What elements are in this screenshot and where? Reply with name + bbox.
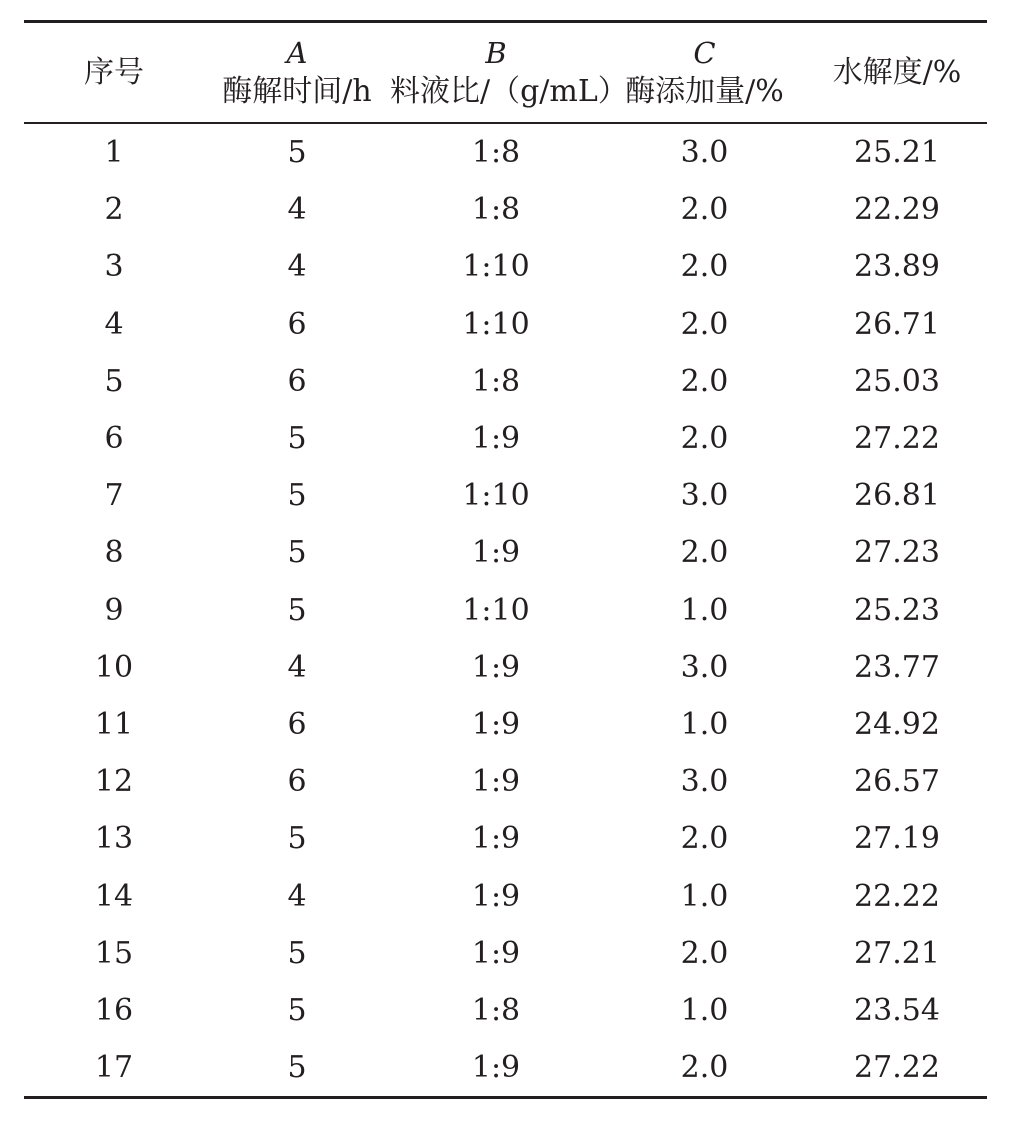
table-bottom-rule bbox=[24, 1096, 987, 1099]
table-row bbox=[24, 467, 987, 524]
cell-ratio: 1:9 bbox=[471, 535, 521, 571]
table-row bbox=[24, 296, 987, 353]
cell-time: 5 bbox=[287, 992, 307, 1028]
cell-ratio: 1:9 bbox=[471, 878, 521, 914]
header-hydrolysis bbox=[807, 23, 987, 122]
table-row bbox=[24, 353, 987, 410]
cell-index: 1 bbox=[104, 135, 124, 171]
cell-hydrolysis: 23.89 bbox=[854, 249, 940, 285]
cell-enzyme: 3.0 bbox=[680, 764, 729, 800]
cell-enzyme: 3.0 bbox=[680, 478, 729, 514]
cell-ratio: 1:9 bbox=[471, 821, 521, 857]
cell-time: 6 bbox=[287, 706, 307, 742]
cell-enzyme: 2.0 bbox=[680, 935, 729, 971]
cell-enzyme: 2.0 bbox=[680, 421, 729, 457]
header-factor-b bbox=[390, 23, 628, 122]
cell-ratio: 1:8 bbox=[471, 192, 521, 228]
cell-enzyme: 2.0 bbox=[680, 192, 729, 228]
header-factor-c bbox=[602, 23, 807, 122]
header-factor-c-label: 酶添加量/% bbox=[625, 73, 784, 109]
header-index bbox=[24, 23, 204, 122]
table-row bbox=[24, 238, 987, 295]
cell-time: 5 bbox=[287, 535, 307, 571]
cell-index: 13 bbox=[94, 821, 134, 857]
cell-time: 5 bbox=[287, 1050, 307, 1086]
cell-enzyme: 3.0 bbox=[680, 135, 729, 171]
cell-enzyme: 1.0 bbox=[680, 992, 729, 1028]
cell-index: 15 bbox=[94, 935, 134, 971]
cell-time: 6 bbox=[287, 306, 307, 342]
cell-hydrolysis: 27.23 bbox=[854, 535, 940, 571]
cell-enzyme: 3.0 bbox=[680, 649, 729, 685]
cell-index: 7 bbox=[104, 478, 124, 514]
cell-time: 4 bbox=[287, 192, 307, 228]
cell-time: 6 bbox=[287, 764, 307, 800]
cell-index: 6 bbox=[104, 421, 124, 457]
table-row bbox=[24, 925, 987, 982]
cell-index: 3 bbox=[104, 249, 124, 285]
table-row bbox=[24, 124, 987, 181]
cell-enzyme: 1.0 bbox=[680, 592, 729, 628]
cell-enzyme: 2.0 bbox=[680, 249, 729, 285]
header-factor-c-letter: C bbox=[693, 35, 716, 70]
cell-ratio: 1:9 bbox=[471, 935, 521, 971]
data-table bbox=[24, 20, 987, 1099]
cell-ratio: 1:8 bbox=[471, 992, 521, 1028]
table-row bbox=[24, 410, 987, 467]
cell-hydrolysis: 23.54 bbox=[854, 992, 940, 1028]
cell-hydrolysis: 22.29 bbox=[854, 192, 940, 228]
cell-hydrolysis: 27.19 bbox=[854, 821, 940, 857]
cell-ratio: 1:8 bbox=[471, 363, 521, 399]
header-factor-b-letter: B bbox=[485, 35, 507, 70]
cell-enzyme: 1.0 bbox=[680, 878, 729, 914]
cell-ratio: 1:9 bbox=[471, 1050, 521, 1086]
header-row bbox=[24, 23, 987, 122]
cell-ratio: 1:10 bbox=[462, 249, 530, 285]
cell-time: 4 bbox=[287, 649, 307, 685]
cell-index: 17 bbox=[94, 1050, 134, 1086]
cell-hydrolysis: 25.03 bbox=[854, 363, 940, 399]
cell-index: 4 bbox=[104, 306, 124, 342]
cell-time: 5 bbox=[287, 478, 307, 514]
header-factor-a-letter: A bbox=[286, 35, 308, 70]
cell-hydrolysis: 25.21 bbox=[854, 135, 940, 171]
cell-hydrolysis: 26.57 bbox=[854, 764, 940, 800]
cell-index: 10 bbox=[94, 649, 134, 685]
cell-ratio: 1:9 bbox=[471, 649, 521, 685]
cell-hydrolysis: 27.21 bbox=[854, 935, 940, 971]
cell-hydrolysis: 24.92 bbox=[854, 706, 940, 742]
cell-index: 9 bbox=[104, 592, 124, 628]
cell-hydrolysis: 26.81 bbox=[854, 478, 940, 514]
cell-ratio: 1:9 bbox=[471, 764, 521, 800]
table-row bbox=[24, 181, 987, 238]
cell-index: 14 bbox=[94, 878, 134, 914]
cell-time: 4 bbox=[287, 249, 307, 285]
results-table-body bbox=[24, 124, 987, 1096]
cell-ratio: 1:9 bbox=[471, 421, 521, 457]
cell-hydrolysis: 23.77 bbox=[854, 649, 940, 685]
header-factor-b-label: 料液比/（g/mL） bbox=[390, 73, 628, 109]
cell-enzyme: 2.0 bbox=[680, 363, 729, 399]
table-header bbox=[24, 23, 987, 122]
cell-enzyme: 2.0 bbox=[680, 535, 729, 571]
cell-ratio: 1:8 bbox=[471, 135, 521, 171]
table-row bbox=[24, 696, 987, 753]
cell-enzyme: 1.0 bbox=[680, 706, 729, 742]
cell-hydrolysis: 27.22 bbox=[854, 1050, 940, 1086]
cell-ratio: 1:10 bbox=[462, 478, 530, 514]
cell-time: 5 bbox=[287, 821, 307, 857]
cell-ratio: 1:10 bbox=[462, 306, 530, 342]
cell-hydrolysis: 26.71 bbox=[854, 306, 940, 342]
table-body bbox=[24, 124, 987, 1096]
cell-time: 5 bbox=[287, 135, 307, 171]
table-row bbox=[24, 1039, 987, 1096]
table-row bbox=[24, 753, 987, 810]
cell-ratio: 1:9 bbox=[471, 706, 521, 742]
cell-index: 2 bbox=[104, 192, 124, 228]
results-table bbox=[24, 23, 987, 122]
table-row bbox=[24, 524, 987, 581]
cell-hydrolysis: 25.23 bbox=[854, 592, 940, 628]
cell-index: 16 bbox=[94, 992, 134, 1028]
table-row bbox=[24, 582, 987, 639]
table-row bbox=[24, 810, 987, 867]
table-row bbox=[24, 639, 987, 696]
cell-enzyme: 2.0 bbox=[680, 306, 729, 342]
cell-ratio: 1:10 bbox=[462, 592, 530, 628]
cell-time: 6 bbox=[287, 363, 307, 399]
cell-index: 5 bbox=[104, 363, 124, 399]
cell-index: 11 bbox=[94, 706, 134, 742]
header-hydrolysis-label: 水解度/% bbox=[832, 54, 962, 90]
cell-index: 8 bbox=[104, 535, 124, 571]
cell-enzyme: 2.0 bbox=[680, 821, 729, 857]
cell-hydrolysis: 27.22 bbox=[854, 421, 940, 457]
cell-enzyme: 2.0 bbox=[680, 1050, 729, 1086]
cell-time: 5 bbox=[287, 935, 307, 971]
cell-time: 5 bbox=[287, 421, 307, 457]
table-row bbox=[24, 982, 987, 1039]
header-index-label: 序号 bbox=[84, 54, 144, 90]
cell-time: 5 bbox=[287, 592, 307, 628]
table-row bbox=[24, 867, 987, 924]
cell-time: 4 bbox=[287, 878, 307, 914]
header-factor-a bbox=[204, 23, 390, 122]
cell-index: 12 bbox=[94, 764, 134, 800]
cell-hydrolysis: 22.22 bbox=[854, 878, 940, 914]
header-factor-a-label: 酶解时间/h bbox=[222, 73, 372, 109]
